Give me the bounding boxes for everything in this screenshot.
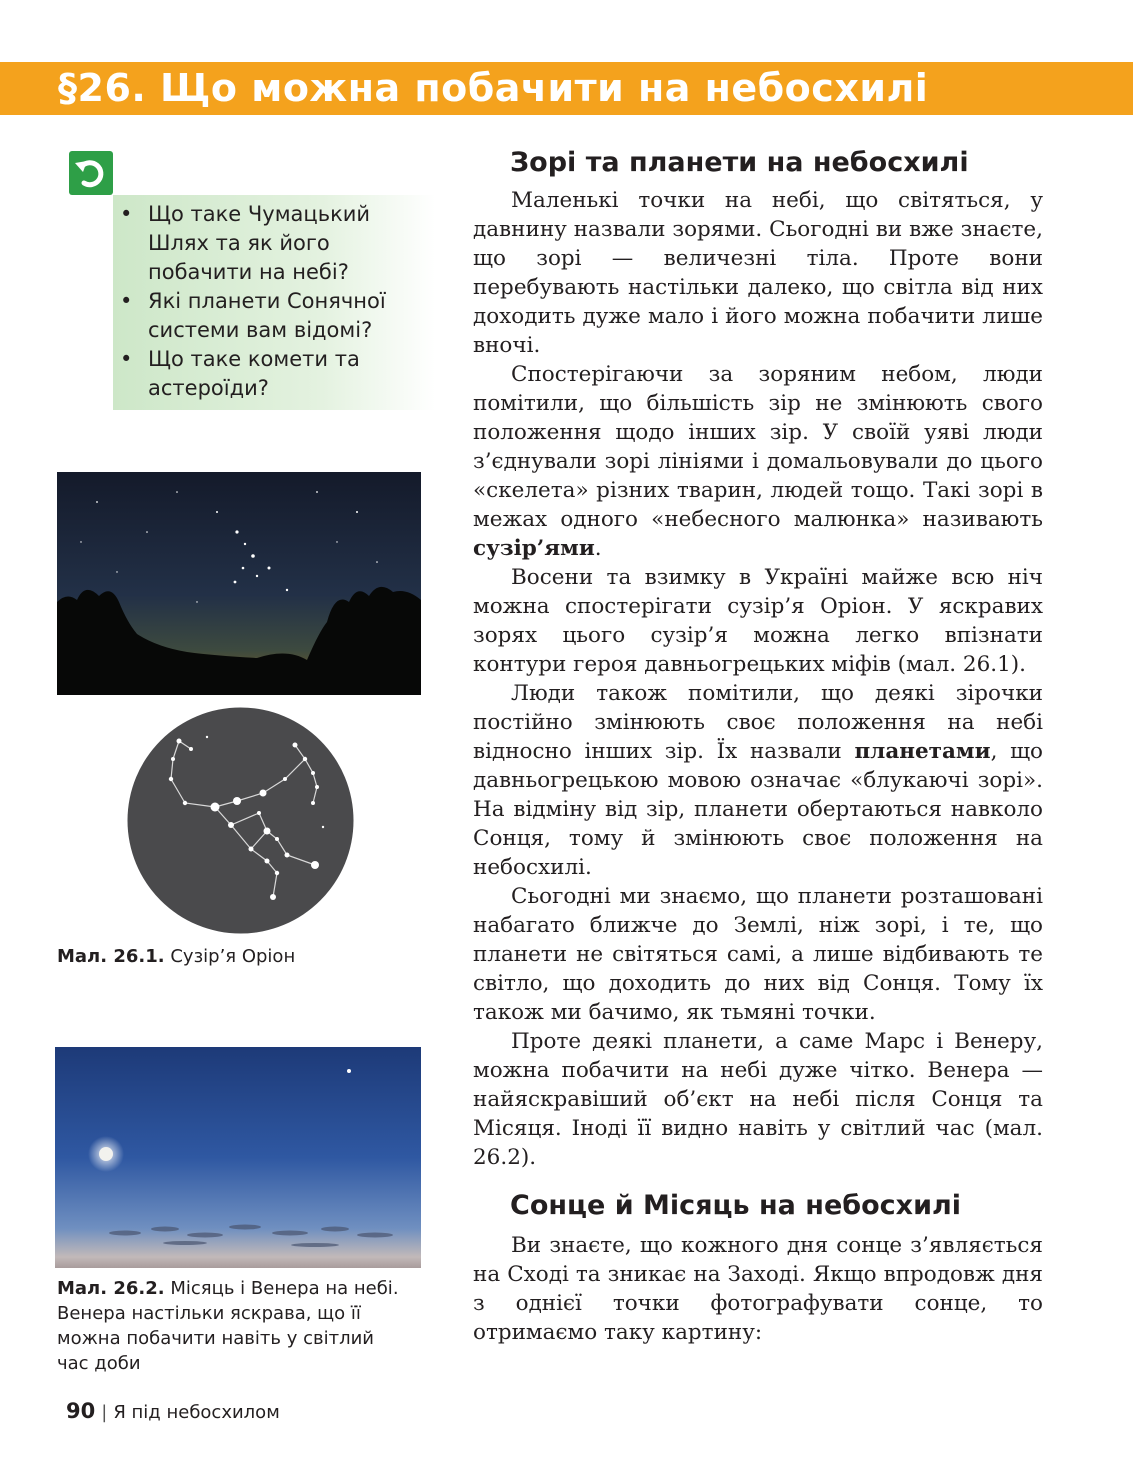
review-question: • Які планети Сонячної системи вам відомі? <box>118 287 418 345</box>
paragraph: Люди також помітили, що деякі зірочки постійно змінюють своє положення на небі відносно інших зір. Їх назвали планетами, що давньогрецькою мовою означає «блукаючі зорі». На відміну від зір, планети обертаються навколо Сонця, тому й змінюють своє положення на небосхилі. <box>473 681 1044 880</box>
term-constellations: сузір’ями <box>473 536 595 561</box>
page-footer <box>66 1399 280 1423</box>
figure-caption-text: Сузір’я Оріон <box>170 946 296 967</box>
page-title: §26. Що можна побачити на небосхилі <box>58 66 929 110</box>
paragraph: Сьогодні ми знаємо, що планети розташовані набагато ближче до Землі, ніж зорі, і те, що планети не світяться самі, а лише відбивають те світло, що доходить до них від Сонця. Тому їх також ми бачимо, як тьмяні точки. <box>473 884 1043 1025</box>
section-body-stars-planets <box>473 186 1043 1172</box>
term-planets: планетами <box>854 739 991 764</box>
moon-venus-photo <box>55 1047 421 1268</box>
footer-separator: | <box>101 1402 108 1423</box>
section-heading-stars-planets: Зорі та планети на небосхилі <box>510 147 969 178</box>
review-arrow-icon <box>69 151 113 195</box>
paragraph: Восени та взимку в Україні майже всю ніч можна спостерігати сузір’я Оріон. У яскравих зорях цього сузір’я можна легко впізнати контури героя давньогрецьких міфів (мал. 26.1). <box>473 565 1043 677</box>
paragraph: Спостерігаючи за зоряним небом, люди помітили, що більшість зір не змінюють свого положення щодо інших зір. У своїй уяві люди з’єднували зорі лініями і домальовували до цього «скелета» різних тварин, людей тощо. Такі зорі в межах одного «небесного малюнка» називають сузір’ями. <box>473 362 1043 561</box>
night-sky-photo <box>57 472 421 695</box>
figure-caption-26-1 <box>57 944 295 969</box>
page-number: 90 <box>66 1399 96 1423</box>
chapter-name: Я під небосхилом <box>113 1402 280 1423</box>
figure-label: Мал. 26.2. <box>57 1278 165 1299</box>
paragraph: Ви знаєте, що кожного дня сонце з’являється на Сході та зникає на Заході. Якщо впродовж дня з однієї точки фотографувати сонце, то отримаємо таку картину: <box>473 1233 1043 1345</box>
paragraph: Маленькі точки на небі, що світяться, у давнину назвали зорями. Сьогодні ви вже знаєте, що зорі — величезні тіла. Проте вони перебувають настільки далеко, що світла від них доходить дуже мало і його можна побачити лише вночі. <box>473 188 1043 358</box>
figure-caption-26-2 <box>57 1276 407 1376</box>
review-questions-list <box>118 200 418 403</box>
section-heading-sun-moon: Сонце й Місяць на небосхилі <box>510 1190 962 1221</box>
review-question: • Що таке Чумацький Шлях та як його побачити на небі? <box>118 200 418 287</box>
figure-label: Мал. 26.1. <box>57 946 165 967</box>
figure-caption-text: Місяць і Венера на небі. Венера настільки яскрава, що її можна побачити навіть у світлий час доби <box>57 1278 399 1374</box>
paragraph: Проте деякі планети, а саме Марс і Венеру, можна побачити на небі дуже чітко. Венера — найяскравіший об’єкт на небі після Сонця та Місяця. Іноді її видно навіть у світлий час (мал. 26.2). <box>473 1029 1043 1170</box>
orion-star-map <box>127 707 354 934</box>
review-question: • Що таке комети та астероїди? <box>118 345 418 403</box>
section-body-sun-moon <box>473 1231 1043 1347</box>
